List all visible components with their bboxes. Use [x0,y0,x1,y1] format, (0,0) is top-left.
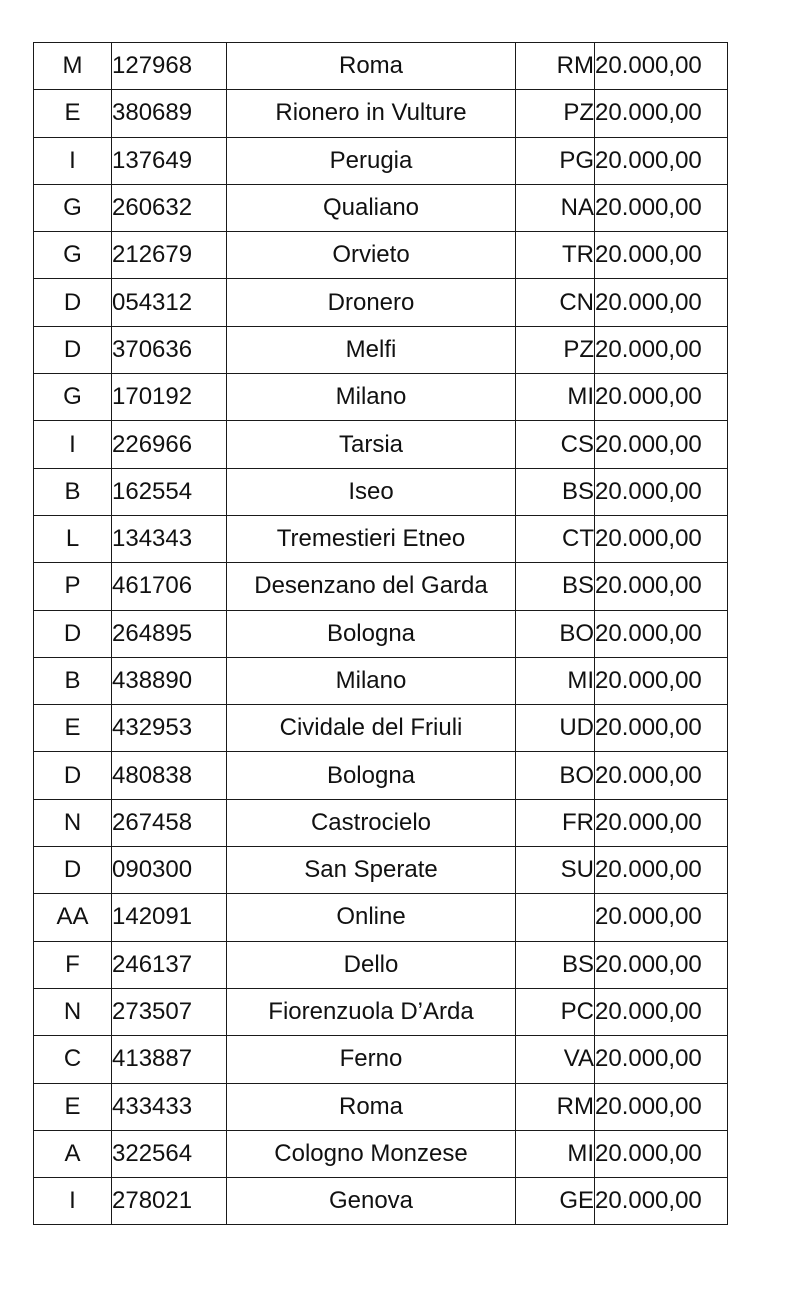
table-row [34,657,728,704]
cell-letter: D [34,610,112,657]
cell-city: Iseo [227,468,516,515]
cell-letter: E [34,90,112,137]
cell-code: 090300 [112,847,227,894]
cell-city: Fiorenzuola D’Arda [227,988,516,1035]
cell-province: CN [516,279,595,326]
cell-amount: 20.000,00 [595,705,728,752]
cell-letter: D [34,279,112,326]
cell-code: 413887 [112,1036,227,1083]
cell-letter: D [34,847,112,894]
table-row [34,43,728,90]
cell-province: BS [516,468,595,515]
table-row [34,563,728,610]
cell-letter: I [34,1178,112,1225]
table-row [34,610,728,657]
cell-city: Cividale del Friuli [227,705,516,752]
cell-code: 380689 [112,90,227,137]
cell-province: VA [516,1036,595,1083]
table-row [34,515,728,562]
table-row [34,1036,728,1083]
cell-city: Desenzano del Garda [227,563,516,610]
cell-city: Rionero in Vulture [227,90,516,137]
cell-city: Genova [227,1178,516,1225]
cell-amount: 20.000,00 [595,374,728,421]
cell-city: Tremestieri Etneo [227,515,516,562]
cell-code: 162554 [112,468,227,515]
cell-city: Roma [227,1083,516,1130]
cell-code: 433433 [112,1083,227,1130]
cell-amount: 20.000,00 [595,515,728,562]
cell-city: Milano [227,374,516,421]
cell-amount: 20.000,00 [595,1083,728,1130]
cell-province: BO [516,610,595,657]
cell-amount: 20.000,00 [595,232,728,279]
cell-letter: B [34,657,112,704]
table-row [34,90,728,137]
cell-code: 480838 [112,752,227,799]
cell-amount: 20.000,00 [595,421,728,468]
table-row [34,752,728,799]
cell-amount: 20.000,00 [595,468,728,515]
cell-amount: 20.000,00 [595,941,728,988]
cell-province: BO [516,752,595,799]
cell-city: Tarsia [227,421,516,468]
cell-letter: G [34,374,112,421]
cell-letter: C [34,1036,112,1083]
cell-amount: 20.000,00 [595,43,728,90]
cell-city: Ferno [227,1036,516,1083]
cell-amount: 20.000,00 [595,799,728,846]
table-row [34,137,728,184]
cell-letter: I [34,421,112,468]
cell-letter: E [34,705,112,752]
cell-letter: N [34,988,112,1035]
cell-code: 170192 [112,374,227,421]
cell-letter: N [34,799,112,846]
cell-province: CT [516,515,595,562]
cell-code: 246137 [112,941,227,988]
cell-city: Cologno Monzese [227,1130,516,1177]
cell-province: NA [516,184,595,231]
cell-letter: B [34,468,112,515]
cell-city: Milano [227,657,516,704]
cell-city: Bologna [227,610,516,657]
cell-city: Online [227,894,516,941]
table-row [34,894,728,941]
cell-province: PZ [516,326,595,373]
cell-code: 142091 [112,894,227,941]
table-row [34,1178,728,1225]
table-row [34,184,728,231]
results-table [33,42,728,1225]
cell-code: 226966 [112,421,227,468]
cell-province: PC [516,988,595,1035]
cell-amount: 20.000,00 [595,1178,728,1225]
cell-code: 137649 [112,137,227,184]
cell-city: Perugia [227,137,516,184]
cell-province: MI [516,1130,595,1177]
cell-province [516,894,595,941]
cell-code: 127968 [112,43,227,90]
cell-province: UD [516,705,595,752]
cell-letter: I [34,137,112,184]
table-row [34,988,728,1035]
cell-code: 134343 [112,515,227,562]
table-row [34,468,728,515]
cell-city: Dello [227,941,516,988]
table-row [34,1083,728,1130]
cell-amount: 20.000,00 [595,563,728,610]
cell-amount: 20.000,00 [595,988,728,1035]
cell-city: Qualiano [227,184,516,231]
table-row [34,326,728,373]
cell-amount: 20.000,00 [595,657,728,704]
cell-code: 370636 [112,326,227,373]
cell-province: BS [516,563,595,610]
cell-amount: 20.000,00 [595,184,728,231]
cell-amount: 20.000,00 [595,894,728,941]
cell-province: PZ [516,90,595,137]
table-row [34,941,728,988]
cell-province: SU [516,847,595,894]
cell-province: BS [516,941,595,988]
cell-letter: A [34,1130,112,1177]
cell-code: 054312 [112,279,227,326]
cell-amount: 20.000,00 [595,90,728,137]
table-row [34,847,728,894]
cell-province: RM [516,43,595,90]
cell-city: Dronero [227,279,516,326]
table-row [34,705,728,752]
cell-city: Orvieto [227,232,516,279]
cell-city: Roma [227,43,516,90]
cell-province: CS [516,421,595,468]
cell-code: 260632 [112,184,227,231]
cell-province: PG [516,137,595,184]
table-row [34,232,728,279]
cell-letter: D [34,752,112,799]
cell-city: San Sperate [227,847,516,894]
cell-code: 322564 [112,1130,227,1177]
cell-province: RM [516,1083,595,1130]
cell-letter: F [34,941,112,988]
cell-letter: AA [34,894,112,941]
cell-amount: 20.000,00 [595,137,728,184]
cell-letter: M [34,43,112,90]
cell-code: 212679 [112,232,227,279]
cell-city: Melfi [227,326,516,373]
cell-province: GE [516,1178,595,1225]
cell-letter: P [34,563,112,610]
table-row [34,279,728,326]
table-row [34,1130,728,1177]
cell-code: 432953 [112,705,227,752]
cell-code: 264895 [112,610,227,657]
cell-amount: 20.000,00 [595,847,728,894]
cell-city: Castrocielo [227,799,516,846]
table-row [34,421,728,468]
cell-letter: D [34,326,112,373]
cell-code: 278021 [112,1178,227,1225]
cell-province: MI [516,374,595,421]
cell-province: FR [516,799,595,846]
cell-code: 273507 [112,988,227,1035]
cell-code: 438890 [112,657,227,704]
cell-amount: 20.000,00 [595,1036,728,1083]
cell-amount: 20.000,00 [595,752,728,799]
table-row [34,374,728,421]
cell-city: Bologna [227,752,516,799]
cell-amount: 20.000,00 [595,326,728,373]
cell-province: MI [516,657,595,704]
cell-letter: L [34,515,112,562]
cell-amount: 20.000,00 [595,1130,728,1177]
cell-letter: G [34,184,112,231]
cell-amount: 20.000,00 [595,610,728,657]
table-body [34,43,728,1225]
cell-code: 267458 [112,799,227,846]
table-row [34,799,728,846]
cell-province: TR [516,232,595,279]
cell-letter: E [34,1083,112,1130]
cell-code: 461706 [112,563,227,610]
cell-letter: G [34,232,112,279]
cell-amount: 20.000,00 [595,279,728,326]
